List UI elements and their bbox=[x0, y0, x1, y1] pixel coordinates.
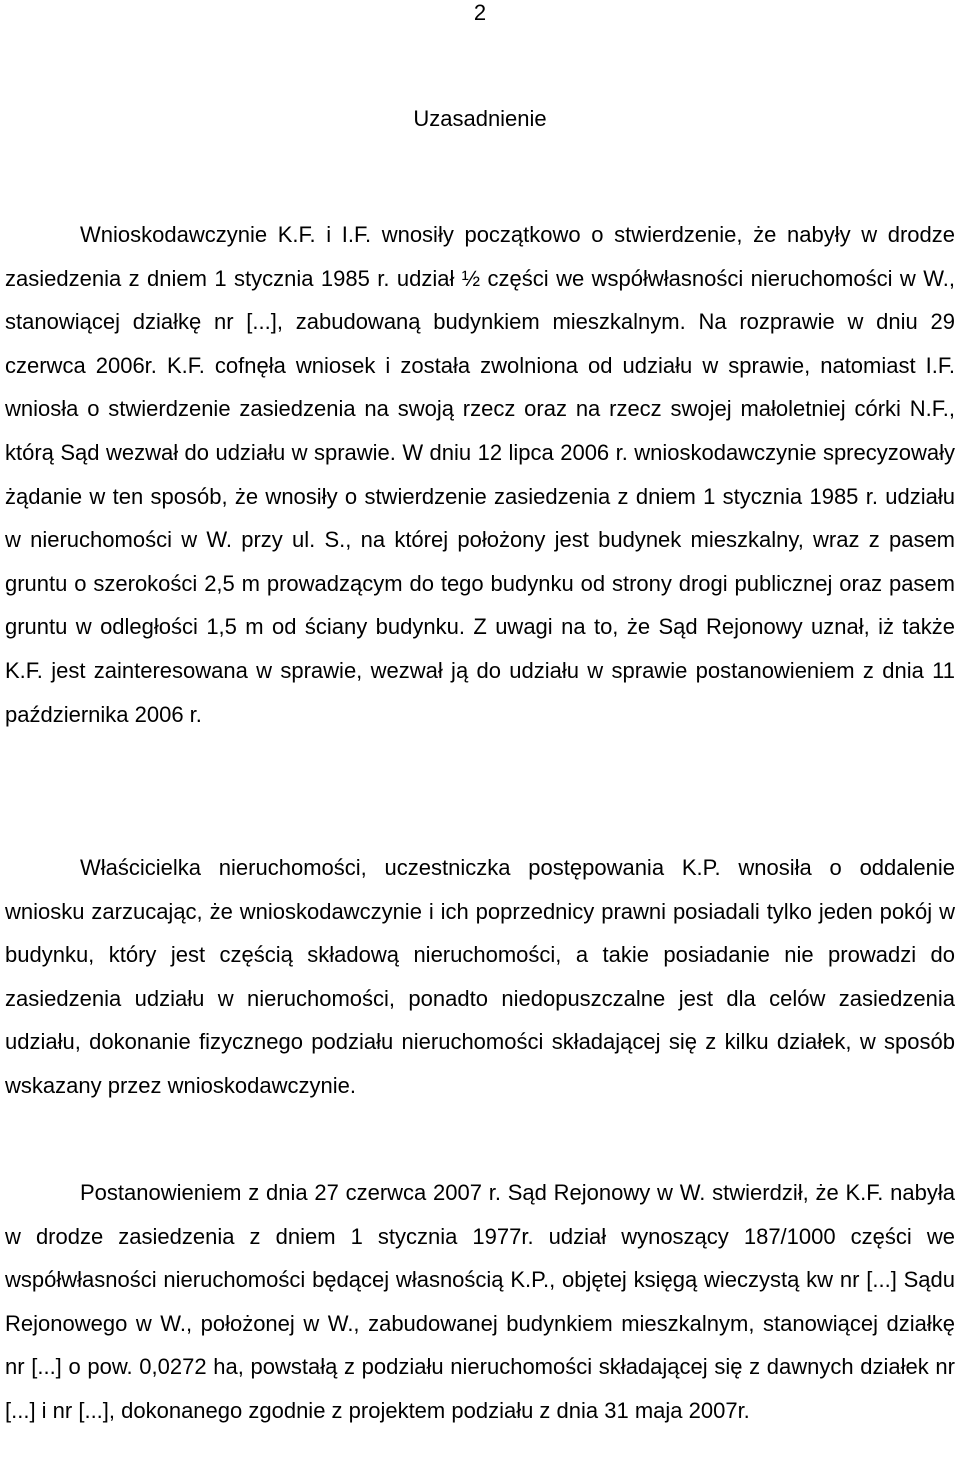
document-heading: Uzasadnienie bbox=[413, 106, 547, 131]
paragraph-2-text: Właścicielka nieruchomości, uczestniczka postępowania K.P. wnosiła o oddalenie wniosku zarzucając, że wnioskodawczynie i ich poprzednicy prawni posiadali tylko jeden pokój w budynku, który jest częścią składową nieruchomości, a takie posiadanie nie prowadzi do zasiedzenia udziału w nieruchomości, ponadto niedopuszczalne jest dla celów zasiedzenia udziału, dokonanie fizycznego podziału nieruchomości składającej się z kilku działek, w sposób wskazany przez wnioskodawczynie. bbox=[5, 855, 955, 1098]
paragraph-2 bbox=[5, 846, 955, 1108]
paragraph-1 bbox=[5, 213, 955, 736]
paragraph-3-text: Postanowieniem z dnia 27 czerwca 2007 r. Sąd Rejonowy w W. stwierdził, że K.F. nabyła w drodze zasiedzenia z dniem 1 stycznia 1977r. udział wynoszący 187/1000 części we współwłasności nieruchomości będącej własnością K.P., objętej księgą wieczystą kw nr [...] Sądu Rejonowego w W., położonej w W., zabudowanej budynkiem mieszkalnym, stanowiącej działkę nr [...] o pow. 0,0272 ha, powstałą z podziału nieruchomości składającej się z dawnych działek nr [...] i nr [...], dokonanego zgodnie z projektem podziału z dnia 31 maja 2007r. bbox=[5, 1180, 955, 1423]
page-number: 2 bbox=[473, 0, 487, 25]
paragraph-1-text: Wnioskodawczynie K.F. i I.F. wnosiły początkowo o stwierdzenie, że nabyły w drodze zasiedzenia z dniem 1 stycznia 1985 r. udział ½ części we współwłasności nieruchomości w W., stanowiącej działkę nr [...], zabudowaną budynkiem mieszkalnym. Na rozprawie w dniu 29 czerwca 2006r. K.F. cofnęła wniosek i została zwolniona od udziału w sprawie, natomiast I.F. wniosła o stwierdzenie zasiedzenia na swoją rzecz oraz na rzecz swojej małoletniej córki N.F., którą Sąd wezwał do udziału w sprawie. W dniu 12 lipca 2006 r. wnioskodawczynie sprecyzowały żądanie w ten sposób, że wnosiły o stwierdzenie zasiedzenia z dniem 1 stycznia 1985 r. udziału w nieruchomości w W. przy ul. S., na której położony jest budynek mieszkalny, wraz z pasem gruntu o szerokości 2,5 m prowadzącym do tego budynku od strony drogi publicznej oraz pasem gruntu w odległości 1,5 m od ściany budynku. Z uwagi na to, że Sąd Rejonowy uznał, iż także K.F. jest zainteresowana w sprawie, wezwał ją do udziału w sprawie postanowieniem z dnia 11 października 2006 r. bbox=[5, 222, 955, 727]
paragraph-3 bbox=[5, 1171, 955, 1433]
